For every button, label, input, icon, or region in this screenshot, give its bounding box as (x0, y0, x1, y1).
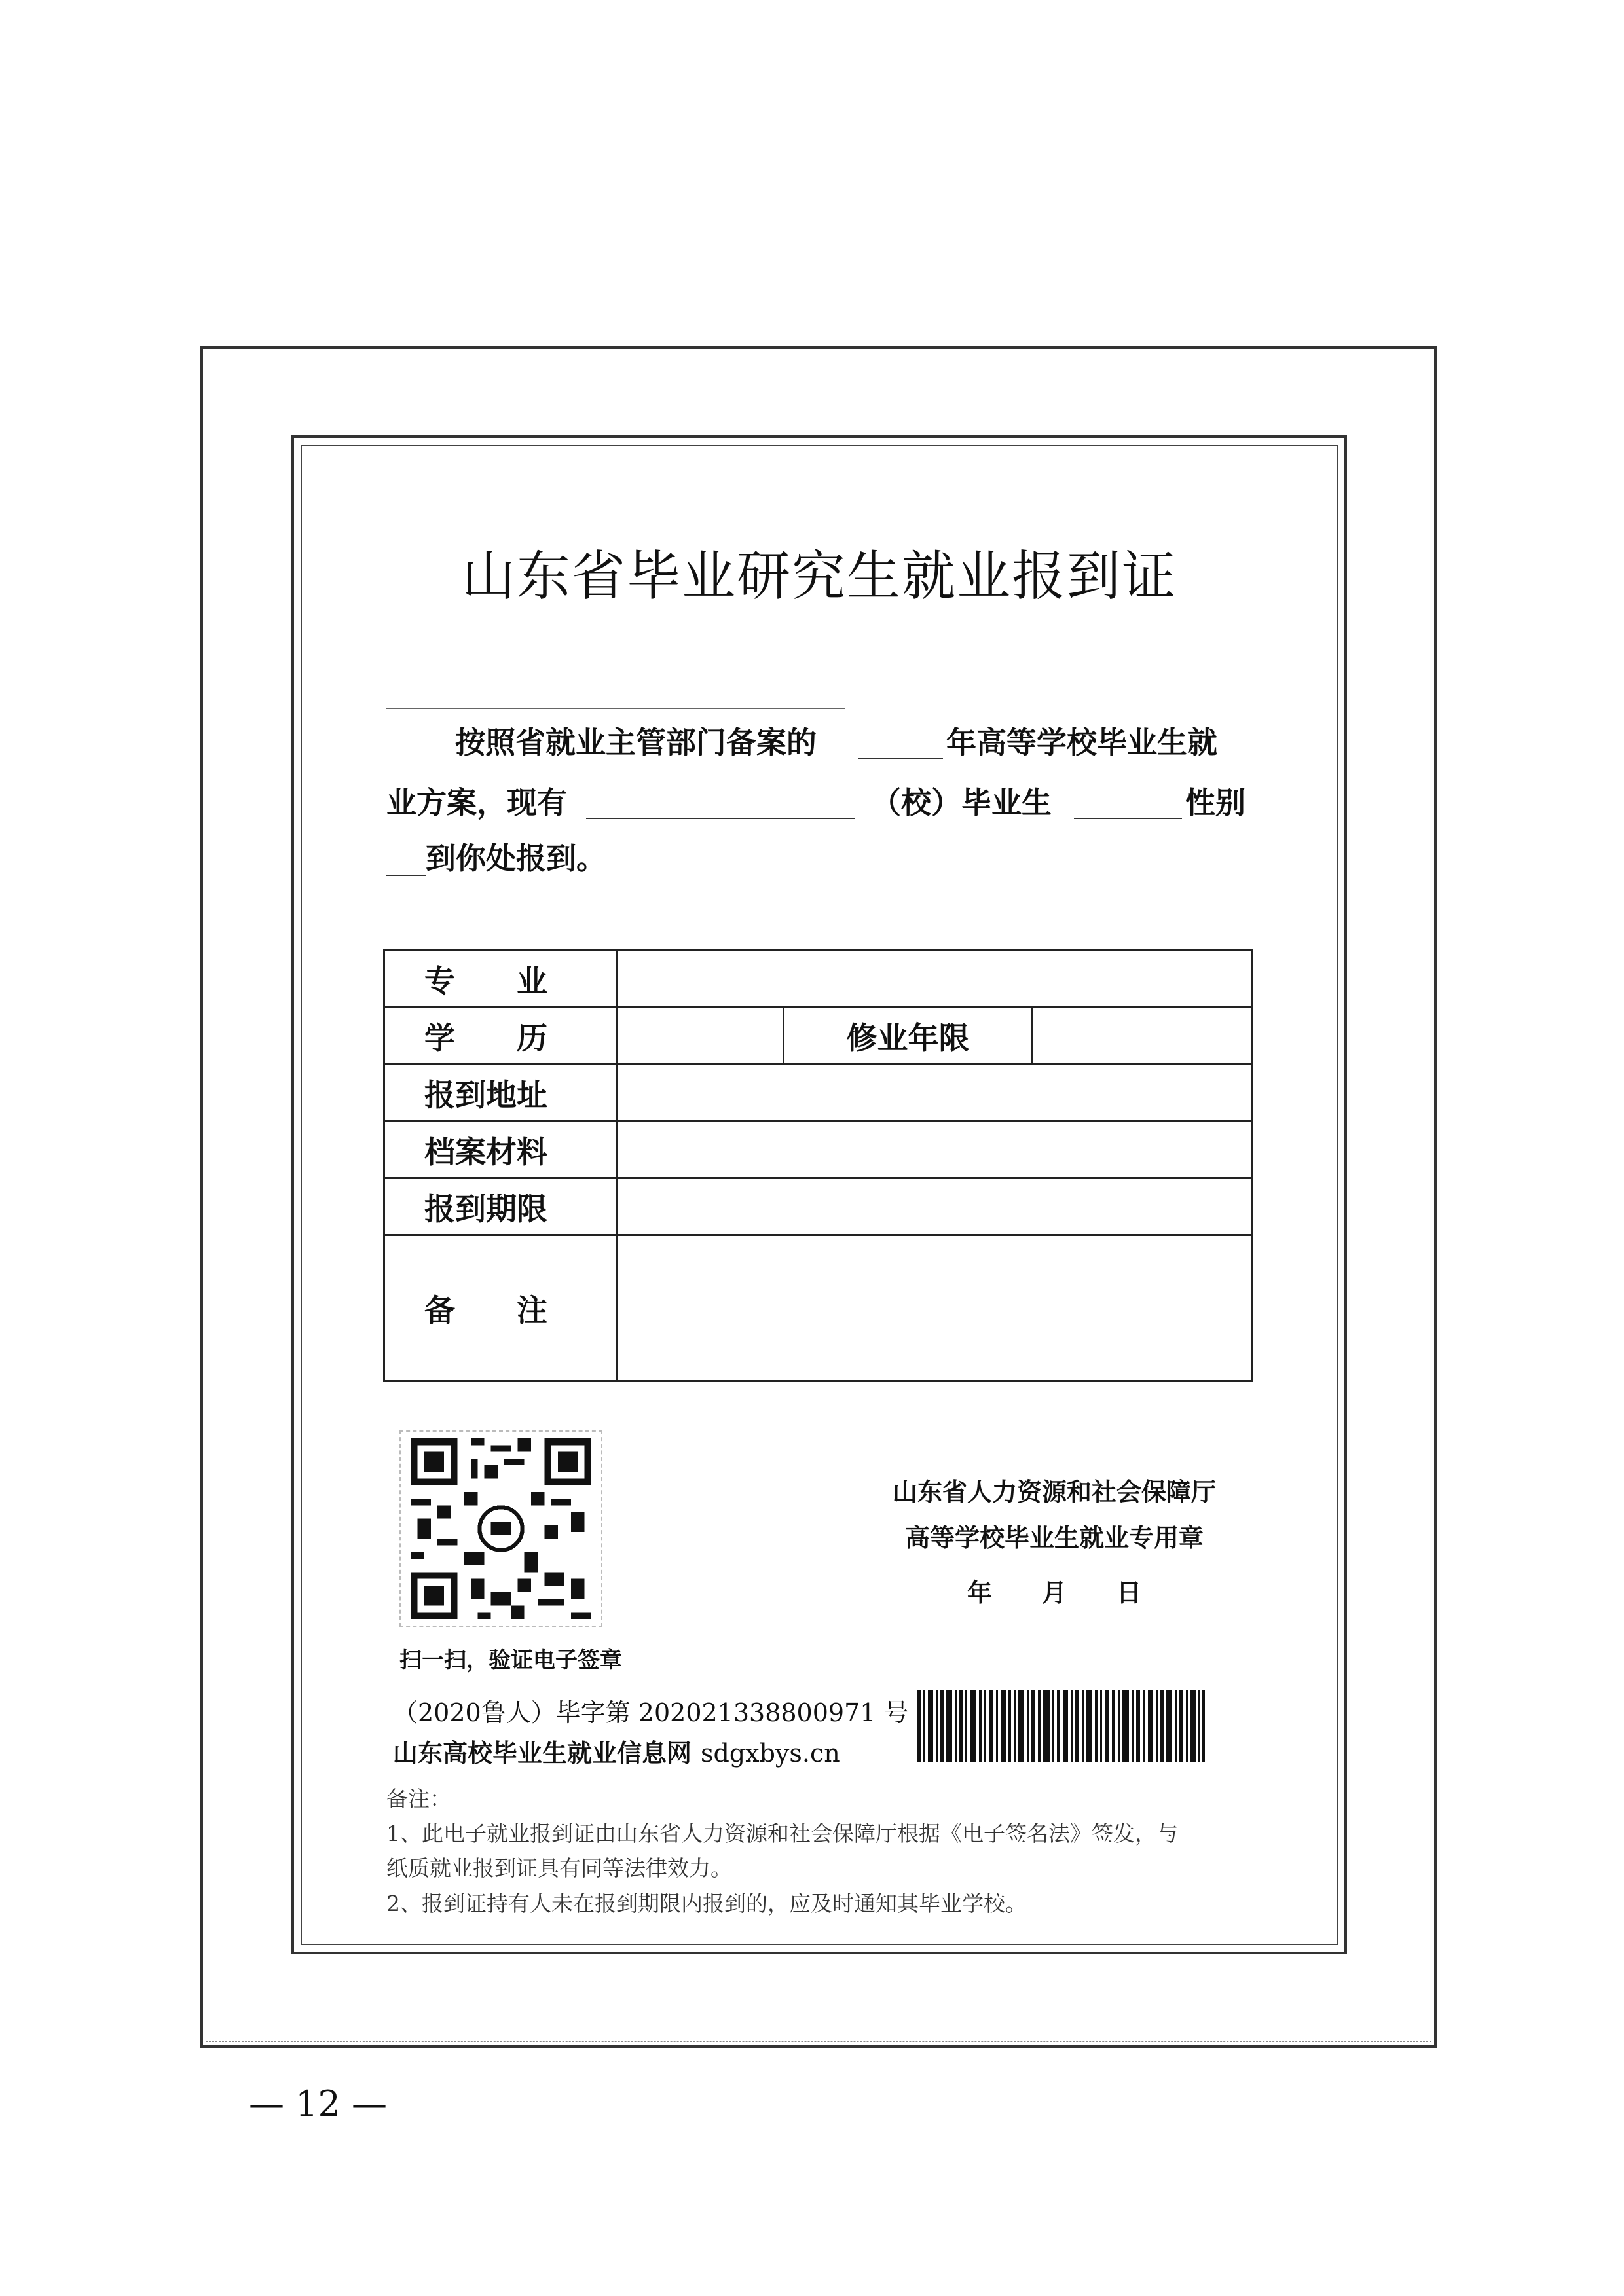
website-name: 山东高校毕业生就业信息网 (393, 1738, 692, 1768)
notes-heading: 备注： (386, 1786, 451, 1812)
archive-value (617, 1121, 1252, 1178)
row-archive (384, 1121, 1252, 1178)
para-line2-c: 性别 (1185, 785, 1246, 820)
degree-value (617, 1008, 784, 1065)
para-line1-a: 按照省就业主管部门备案的 (455, 725, 817, 760)
address-value (617, 1065, 1252, 1121)
duration-value (1033, 1008, 1252, 1065)
notes-item1a: 1、此电子就业报到证由山东省人力资源和社会保障厅根据《电子签名法》签发，与 (386, 1821, 1178, 1846)
barcode-icon (917, 1690, 1205, 1762)
gender-blank (386, 875, 426, 876)
notes-item1b: 纸质就业报到证具有同等法律效力。 (386, 1855, 732, 1881)
duration-label: 修业年限 (784, 1008, 1033, 1065)
divider-line (386, 708, 845, 709)
para-line2-a: 业方案，现有 (386, 785, 567, 820)
row-address (384, 1065, 1252, 1121)
school-blank (586, 818, 855, 819)
row-remarks (384, 1235, 1252, 1381)
website-line (393, 1733, 840, 1769)
address-label: 报到地址 (384, 1065, 617, 1121)
name-blank (1074, 818, 1182, 819)
row-deadline (384, 1178, 1252, 1235)
year-blank (858, 758, 943, 759)
website-url[interactable]: sdgxbys.cn (701, 1739, 840, 1768)
qr-code-graphic (401, 1432, 601, 1626)
deadline-label: 报到期限 (384, 1178, 617, 1235)
row-major (384, 951, 1252, 1008)
degree-label: 学 历 (384, 1008, 617, 1065)
certificate-number: （2020鲁人）毕字第 202021338800971 号 (393, 1698, 909, 1727)
notes-item2: 2、报到证持有人未在报到期限内报到的，应及时通知其毕业学校。 (386, 1891, 1027, 1916)
issue-date: 年 月 日 (967, 1578, 1141, 1607)
issuer-seal-name: 高等学校毕业生就业专用章 (904, 1523, 1204, 1552)
para-line3: 到你处报到。 (426, 841, 606, 876)
major-value (617, 951, 1252, 1008)
remarks-label: 备 注 (384, 1235, 617, 1381)
para-line2-b: （校）毕业生 (871, 785, 1052, 820)
document-title: 山东省毕业研究生就业报到证 (461, 545, 1177, 608)
row-degree (384, 1008, 1252, 1065)
qr-code-icon[interactable] (399, 1430, 602, 1627)
deadline-value (617, 1178, 1252, 1235)
page-number: — 12 — (249, 2083, 388, 2124)
qr-caption: 扫一扫，验证电子签章 (399, 1647, 622, 1673)
issuer-name: 山东省人力资源和社会保障厅 (892, 1477, 1216, 1506)
registration-form-table (383, 949, 1253, 1382)
archive-label: 档案材料 (384, 1121, 617, 1178)
major-label: 专 业 (384, 951, 617, 1008)
para-line1-b: 年高等学校毕业生就 (946, 725, 1217, 760)
remarks-value (617, 1235, 1252, 1381)
